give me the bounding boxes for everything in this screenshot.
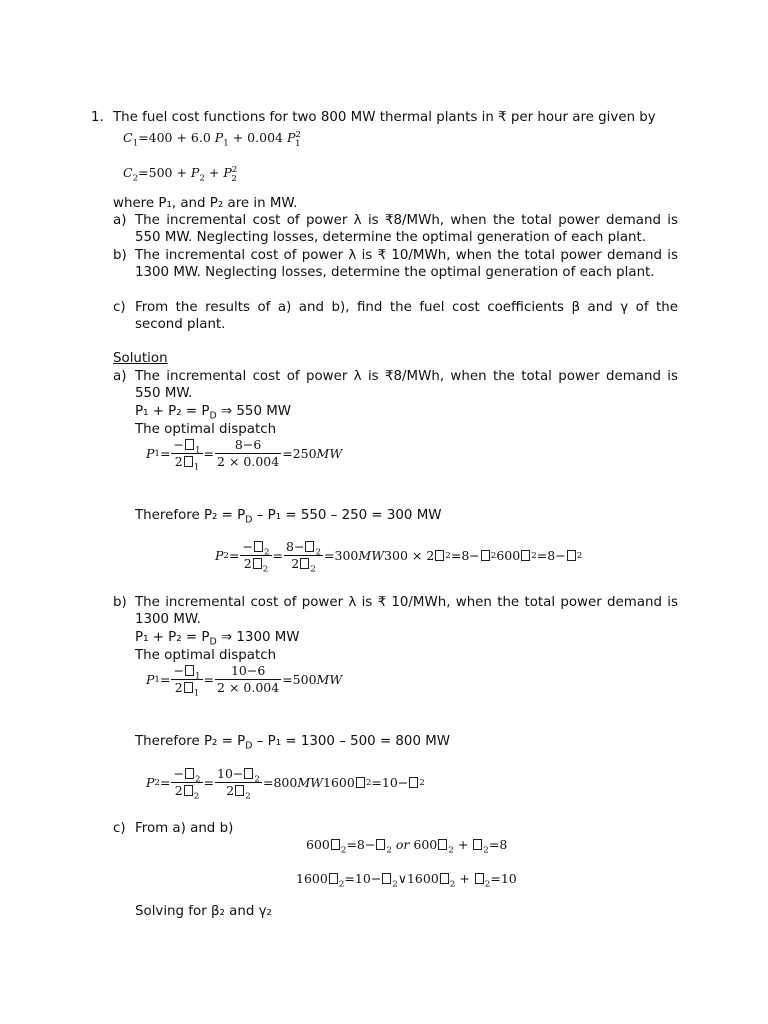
solution-a-p2-equation: P 2 = $\frac{- _2}{2 _2}$ = $\frac{8- _2}{2 _2}$ =300 MW 300 × 2 2 =8− 2 600 2 =8− 2 bbox=[215, 539, 583, 575]
equation-c2: $C_2=500 + P_2 + P^2_2$ bbox=[123, 164, 238, 184]
solution-c-solving: Solving for β₂ and γ₂ bbox=[135, 904, 272, 919]
solution-b-therefore: Therefore $P_2 = P_D - P_1 = 1300 - 500 = 800$ MW bbox=[135, 734, 451, 752]
solution-a-balance: $P_1 + P_2 = P_D$ ⇒ 550 MW bbox=[135, 404, 292, 422]
solution-b-balance: $P_1 + P_2 = P_D$ ⇒ 1300 MW bbox=[135, 630, 300, 648]
solution-c-equation-1: 600 $_2$=8− $_2$ or 600 $_2$ + $_2$=8 bbox=[306, 837, 508, 856]
part-c-label: c) bbox=[113, 300, 126, 315]
solution-b-label: b) bbox=[113, 595, 127, 610]
solution-b-p2-equation: P 2 = $\frac{- _2}{2 _2}$ = $\frac{10- _2}{2 _2}$ =800 MW 1600 2 =10− 2 bbox=[146, 766, 425, 802]
part-a-label: a) bbox=[113, 213, 127, 228]
solution-c-text: From a) and b) bbox=[135, 821, 234, 836]
part-a-text: The incremental cost of power λ is ₹8/MWh, when the total power demand is 550 MW. Neglecting losses, determine the optimal generation of each plant. bbox=[135, 213, 678, 246]
problem-number: 1. bbox=[91, 110, 104, 125]
part-c-text: From the results of a) and b), find the fuel cost coefficients β and γ of the second plant. bbox=[135, 300, 678, 333]
solution-a-therefore: Therefore $P_2 = P_D - P_1 = 550 - 250 = 300$ MW bbox=[135, 508, 442, 526]
part-b-text: The incremental cost of power λ is ₹ 10/MWh, when the total power demand is 1300 MW. Neglecting losses, determine the optimal generation of each plant. bbox=[135, 248, 678, 281]
solution-a-dispatch: The optimal dispatch bbox=[135, 422, 277, 437]
solution-b-text: The incremental cost of power λ is ₹ 10/MWh, when the total power demand is 1300 MW. bbox=[135, 595, 678, 628]
equation-c1: $C_1=400 + 6.0$ $P_1 + 0.004$ $P^2_1$ bbox=[123, 129, 301, 149]
solution-b-dispatch: The optimal dispatch bbox=[135, 648, 277, 663]
solution-a-text: The incremental cost of power λ is ₹8/MWh, when the total power demand is 550 MW. bbox=[135, 369, 678, 402]
solution-heading: Solution bbox=[113, 351, 168, 366]
where-line: where P₁, and P₂ are in MW. bbox=[113, 196, 298, 211]
solution-a-label: a) bbox=[113, 369, 127, 384]
solution-c-equation-2: 1600 $_2$=10− $_2$∨1600 $_2$ + $_2$=10 bbox=[296, 871, 517, 890]
solution-c-label: c) bbox=[113, 821, 126, 836]
problem-statement: The fuel cost functions for two 800 MW thermal plants in ₹ per hour are given by bbox=[113, 110, 656, 125]
solution-b-p1-equation: P 1 = $\frac{- _1}{2 _1}$ = $\frac{10-6}{2 \times 0.004}$ =500 MW bbox=[146, 663, 343, 699]
part-b-label: b) bbox=[113, 248, 127, 263]
solution-a-p1-equation: P 1 = $\frac{- _1}{2 _1}$ = $\frac{8-6}{2 \times 0.004}$ =250 MW bbox=[146, 437, 343, 473]
